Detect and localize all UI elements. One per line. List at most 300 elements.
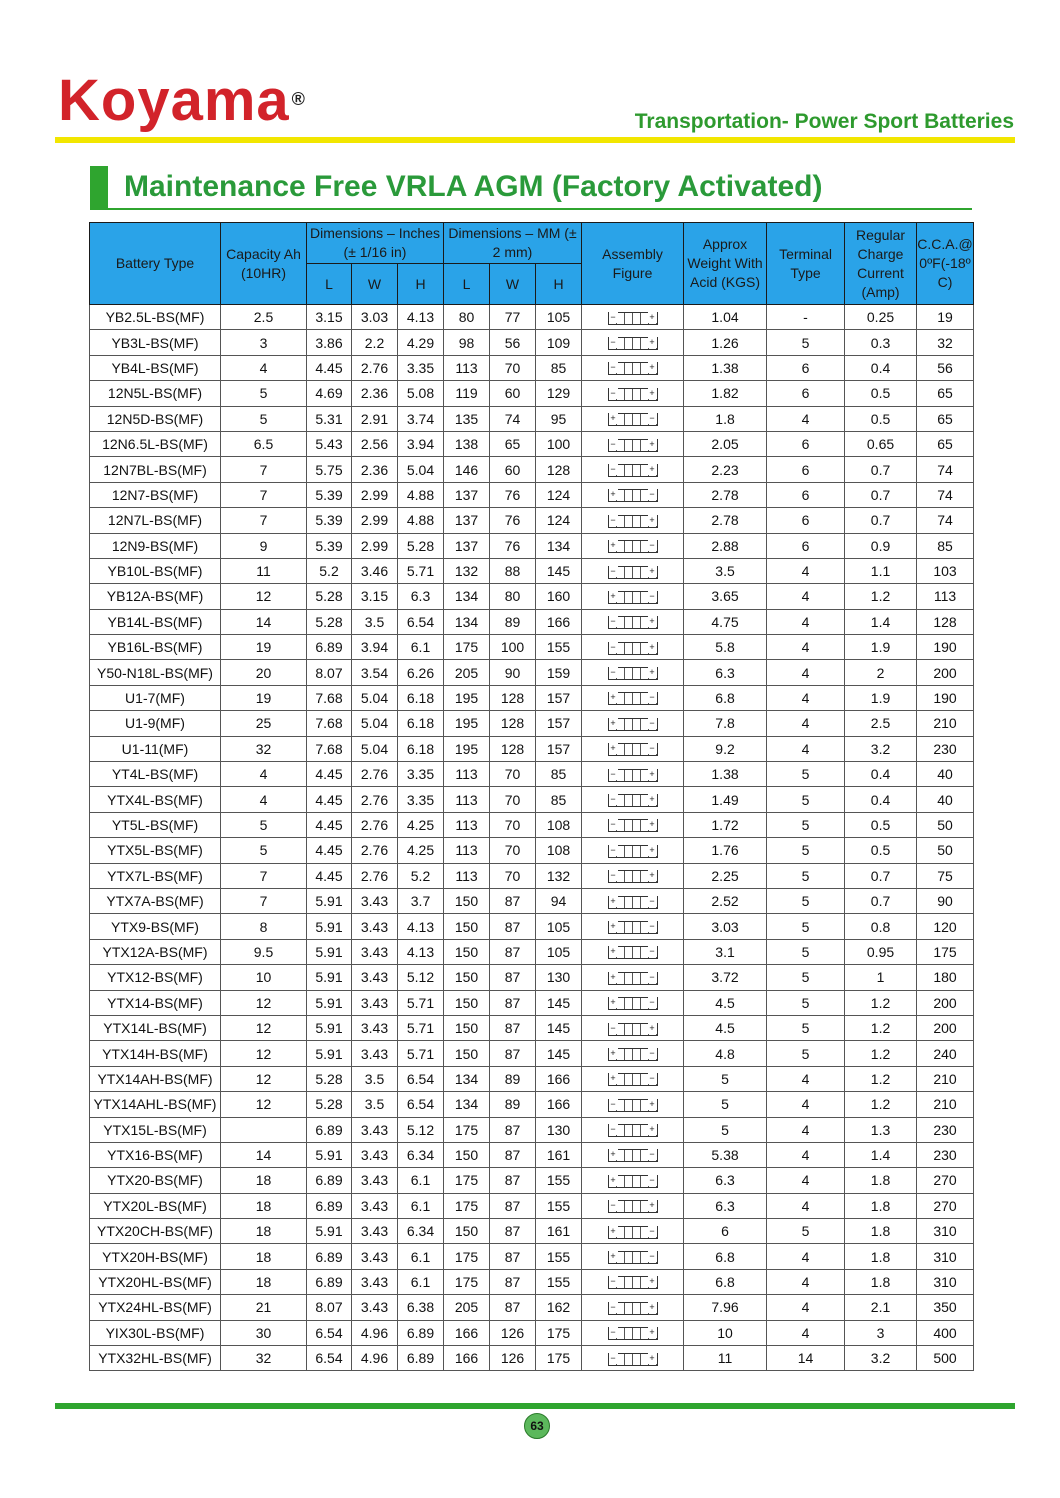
- cell-assembly-figure: [582, 787, 684, 812]
- cell-height-in: 6.38: [398, 1295, 444, 1320]
- cell-height-in: 5.2: [398, 863, 444, 888]
- cell-cca: 350: [917, 1295, 974, 1320]
- cell-width-in: 3.43: [352, 888, 398, 913]
- cell-battery-type: YB4L-BS(MF): [90, 355, 221, 380]
- cell-length-in: 5.91: [307, 1015, 352, 1040]
- cell-cca: 270: [917, 1168, 974, 1193]
- terminal-right-icon: −: [649, 920, 655, 931]
- terminal-right-icon: −: [649, 489, 655, 500]
- cell-height-mm: 175: [536, 1346, 582, 1371]
- cell-length-in: 4.45: [307, 762, 352, 787]
- cell-weight: 6.3: [684, 1193, 767, 1218]
- cell-capacity: 4: [221, 762, 307, 787]
- cell-height-in: 6.1: [398, 1269, 444, 1294]
- cell-height-in: 5.12: [398, 965, 444, 990]
- cell-length-mm: 175: [444, 1244, 490, 1269]
- terminal-left-icon: −: [610, 1022, 616, 1033]
- cell-length-in: 5.91: [307, 990, 352, 1015]
- terminal-right-icon: +: [649, 1200, 655, 1211]
- cell-length-in: 5.28: [307, 609, 352, 634]
- terminal-left-icon: +: [610, 413, 616, 424]
- cell-cca: 190: [917, 685, 974, 710]
- terminal-left-icon: +: [610, 692, 616, 703]
- cell-length-in: 6.54: [307, 1346, 352, 1371]
- terminal-left-icon: +: [610, 946, 616, 957]
- cell-weight: 2.78: [684, 482, 767, 507]
- header-cca: C.C.A.@ 0ºF(-18º C): [917, 223, 974, 305]
- cell-length-in: 6.54: [307, 1320, 352, 1345]
- cell-assembly-figure: [582, 1269, 684, 1294]
- cell-cca: 270: [917, 1193, 974, 1218]
- terminal-layout-icon: [608, 667, 658, 680]
- cell-width-in: 2.76: [352, 355, 398, 380]
- cell-width-mm: 87: [490, 1117, 536, 1142]
- cell-width-in: 5.04: [352, 685, 398, 710]
- cell-terminal-type: -: [767, 305, 845, 330]
- cell-cca: 50: [917, 838, 974, 863]
- cell-assembly-figure: [582, 1066, 684, 1091]
- terminal-right-icon: +: [649, 463, 655, 474]
- table-row: [90, 406, 974, 431]
- cell-assembly-figure: [582, 1193, 684, 1218]
- cell-weight: 1.38: [684, 762, 767, 787]
- cell-height-mm: 130: [536, 1117, 582, 1142]
- cell-weight: 2.25: [684, 863, 767, 888]
- cell-height-mm: 130: [536, 965, 582, 990]
- cell-length-in: 8.07: [307, 660, 352, 685]
- cell-length-in: 5.28: [307, 1066, 352, 1091]
- cell-capacity: 18: [221, 1269, 307, 1294]
- title-underline: [108, 208, 972, 210]
- cell-capacity: 12: [221, 1092, 307, 1117]
- cell-height-mm: 100: [536, 431, 582, 456]
- cell-terminal-type: 5: [767, 914, 845, 939]
- cell-capacity: 9.5: [221, 939, 307, 964]
- cell-length-mm: 137: [444, 533, 490, 558]
- terminal-left-icon: +: [610, 895, 616, 906]
- koyama-logo: [58, 68, 306, 133]
- terminal-left-icon: +: [610, 1073, 616, 1084]
- header-assembly-figure: Assembly Figure: [582, 223, 684, 305]
- cell-width-mm: 89: [490, 609, 536, 634]
- header-terminal-type: Terminal Type: [767, 223, 845, 305]
- header-mm-h: H: [536, 264, 582, 305]
- cell-battery-type: YTX14AH-BS(MF): [90, 1066, 221, 1091]
- cell-height-mm: 105: [536, 305, 582, 330]
- cell-length-mm: 175: [444, 1193, 490, 1218]
- cell-terminal-type: 4: [767, 711, 845, 736]
- cell-assembly-figure: [582, 355, 684, 380]
- cell-height-in: 4.13: [398, 939, 444, 964]
- table-row: [90, 1295, 974, 1320]
- cell-height-mm: 145: [536, 1015, 582, 1040]
- cell-width-mm: 87: [490, 1015, 536, 1040]
- cell-capacity: 3: [221, 330, 307, 355]
- cell-cca: 56: [917, 355, 974, 380]
- cell-weight: 7.96: [684, 1295, 767, 1320]
- cell-height-mm: 155: [536, 1168, 582, 1193]
- cell-height-mm: 109: [536, 330, 582, 355]
- cell-battery-type: YTX7A-BS(MF): [90, 888, 221, 913]
- cell-cca: 65: [917, 406, 974, 431]
- cell-width-in: 3.43: [352, 1015, 398, 1040]
- terminal-layout-icon: [608, 972, 658, 985]
- terminal-left-icon: +: [610, 1149, 616, 1160]
- cell-capacity: 12: [221, 584, 307, 609]
- cell-weight: 4.5: [684, 1015, 767, 1040]
- header-inch-h: H: [398, 264, 444, 305]
- terminal-right-icon: +: [649, 387, 655, 398]
- cell-battery-type: U1-7(MF): [90, 685, 221, 710]
- cell-charge-current: 1.3: [845, 1117, 917, 1142]
- cell-width-in: 3.43: [352, 1117, 398, 1142]
- header-battery-type: Battery Type: [90, 223, 221, 305]
- cell-width-mm: 70: [490, 787, 536, 812]
- terminal-right-icon: +: [649, 641, 655, 652]
- terminal-right-icon: +: [649, 616, 655, 627]
- table-row: [90, 457, 974, 482]
- cell-battery-type: YB12A-BS(MF): [90, 584, 221, 609]
- cell-capacity: 5: [221, 838, 307, 863]
- cell-charge-current: 1.2: [845, 1092, 917, 1117]
- cell-cca: 120: [917, 914, 974, 939]
- cell-charge-current: 0.7: [845, 482, 917, 507]
- terminal-left-icon: −: [610, 1301, 616, 1312]
- cell-charge-current: 1.2: [845, 1066, 917, 1091]
- cell-length-in: 5.91: [307, 1219, 352, 1244]
- cell-height-in: 6.89: [398, 1346, 444, 1371]
- page-number: 63: [524, 1413, 550, 1439]
- header-inch-w: W: [352, 264, 398, 305]
- cell-height-in: 5.71: [398, 1015, 444, 1040]
- cell-height-in: 6.26: [398, 660, 444, 685]
- cell-weight: 6.8: [684, 685, 767, 710]
- cell-width-in: 3.5: [352, 1092, 398, 1117]
- cell-capacity: [221, 1117, 307, 1142]
- cell-height-mm: 159: [536, 660, 582, 685]
- cell-assembly-figure: [582, 711, 684, 736]
- cell-assembly-figure: [582, 330, 684, 355]
- cell-length-mm: 150: [444, 965, 490, 990]
- cell-width-mm: 87: [490, 1244, 536, 1269]
- cell-capacity: 18: [221, 1168, 307, 1193]
- cell-width-in: 3.5: [352, 1066, 398, 1091]
- cell-charge-current: 0.5: [845, 406, 917, 431]
- cell-weight: 1.38: [684, 355, 767, 380]
- cell-length-in: 6.89: [307, 635, 352, 660]
- cell-width-in: 2.91: [352, 406, 398, 431]
- cell-battery-type: YTX24HL-BS(MF): [90, 1295, 221, 1320]
- terminal-layout-icon: [608, 845, 658, 858]
- title-marker: [90, 166, 108, 210]
- cell-assembly-figure: [582, 660, 684, 685]
- cell-width-in: 2.76: [352, 812, 398, 837]
- header-mm-l: L: [444, 264, 490, 305]
- terminal-layout-icon: [608, 312, 658, 325]
- cell-length-in: 5.91: [307, 888, 352, 913]
- cell-charge-current: 0.3: [845, 330, 917, 355]
- terminal-left-icon: +: [610, 1047, 616, 1058]
- cell-width-in: 3.43: [352, 1041, 398, 1066]
- cell-width-in: 2.99: [352, 533, 398, 558]
- page-subtitle: Transportation- Power Sport Batteries: [634, 110, 1014, 133]
- cell-terminal-type: 5: [767, 965, 845, 990]
- cell-height-in: 4.13: [398, 914, 444, 939]
- cell-width-mm: 76: [490, 508, 536, 533]
- cell-battery-type: YTX20HL-BS(MF): [90, 1269, 221, 1294]
- cell-cca: 74: [917, 508, 974, 533]
- cell-height-mm: 94: [536, 888, 582, 913]
- cell-height-in: 5.08: [398, 381, 444, 406]
- cell-charge-current: 0.5: [845, 812, 917, 837]
- cell-width-mm: 126: [490, 1320, 536, 1345]
- cell-charge-current: 1.2: [845, 1041, 917, 1066]
- table-row: [90, 1142, 974, 1167]
- cell-length-in: 7.68: [307, 685, 352, 710]
- cell-cca: 103: [917, 558, 974, 583]
- cell-weight: 5.8: [684, 635, 767, 660]
- terminal-left-icon: −: [610, 616, 616, 627]
- table-row: [90, 838, 974, 863]
- cell-length-mm: 195: [444, 685, 490, 710]
- terminal-layout-icon: [608, 489, 658, 502]
- cell-width-mm: 88: [490, 558, 536, 583]
- terminal-right-icon: −: [649, 692, 655, 703]
- cell-length-mm: 150: [444, 1219, 490, 1244]
- cell-charge-current: 0.7: [845, 508, 917, 533]
- cell-length-in: 5.39: [307, 533, 352, 558]
- table-row: [90, 1219, 974, 1244]
- cell-battery-type: YB10L-BS(MF): [90, 558, 221, 583]
- cell-charge-current: 0.7: [845, 863, 917, 888]
- cell-cca: 190: [917, 635, 974, 660]
- cell-length-in: 6.89: [307, 1168, 352, 1193]
- cell-cca: 74: [917, 457, 974, 482]
- terminal-right-icon: +: [649, 1301, 655, 1312]
- cell-width-in: 2.36: [352, 381, 398, 406]
- cell-cca: 74: [917, 482, 974, 507]
- cell-charge-current: 3: [845, 1320, 917, 1345]
- cell-capacity: 18: [221, 1193, 307, 1218]
- cell-weight: 3.5: [684, 558, 767, 583]
- cell-battery-type: YTX14-BS(MF): [90, 990, 221, 1015]
- terminal-layout-icon: [608, 718, 658, 731]
- cell-charge-current: 1.4: [845, 1142, 917, 1167]
- terminal-right-icon: +: [649, 844, 655, 855]
- cell-assembly-figure: [582, 431, 684, 456]
- terminal-layout-icon: [608, 1124, 658, 1137]
- cell-length-in: 5.39: [307, 508, 352, 533]
- cell-assembly-figure: [582, 1168, 684, 1193]
- cell-weight: 7.8: [684, 711, 767, 736]
- cell-height-in: 6.54: [398, 1066, 444, 1091]
- table-row: [90, 711, 974, 736]
- cell-cca: 310: [917, 1244, 974, 1269]
- cell-capacity: 14: [221, 609, 307, 634]
- terminal-left-icon: −: [610, 1098, 616, 1109]
- cell-height-mm: 161: [536, 1142, 582, 1167]
- terminal-layout-icon: [608, 1302, 658, 1315]
- cell-length-in: 5.75: [307, 457, 352, 482]
- cell-length-mm: 113: [444, 787, 490, 812]
- cell-height-mm: 134: [536, 533, 582, 558]
- cell-width-mm: 87: [490, 914, 536, 939]
- cell-length-in: 5.91: [307, 965, 352, 990]
- terminal-right-icon: +: [649, 870, 655, 881]
- cell-height-mm: 160: [536, 584, 582, 609]
- table-row: [90, 508, 974, 533]
- table-row: [90, 1041, 974, 1066]
- cell-length-in: 5.91: [307, 914, 352, 939]
- cell-cca: 230: [917, 736, 974, 761]
- cell-battery-type: Y50-N18L-BS(MF): [90, 660, 221, 685]
- cell-assembly-figure: [582, 584, 684, 609]
- cell-capacity: 5: [221, 381, 307, 406]
- cell-assembly-figure: [582, 381, 684, 406]
- table-row: [90, 381, 974, 406]
- cell-assembly-figure: [582, 305, 684, 330]
- terminal-layout-icon: [608, 692, 658, 705]
- cell-capacity: 20: [221, 660, 307, 685]
- cell-assembly-figure: [582, 1041, 684, 1066]
- terminal-left-icon: +: [610, 590, 616, 601]
- cell-width-in: 3.43: [352, 1219, 398, 1244]
- cell-cca: 210: [917, 711, 974, 736]
- cell-cca: 180: [917, 965, 974, 990]
- terminal-right-icon: +: [649, 1098, 655, 1109]
- cell-height-in: 6.54: [398, 609, 444, 634]
- cell-width-mm: 70: [490, 355, 536, 380]
- cell-terminal-type: 5: [767, 762, 845, 787]
- cell-weight: 5: [684, 1066, 767, 1091]
- cell-width-in: 4.96: [352, 1320, 398, 1345]
- cell-length-mm: 146: [444, 457, 490, 482]
- cell-capacity: 7: [221, 482, 307, 507]
- terminal-layout-icon: [608, 540, 658, 553]
- cell-cca: 113: [917, 584, 974, 609]
- cell-height-in: 5.71: [398, 1041, 444, 1066]
- cell-length-mm: 137: [444, 508, 490, 533]
- terminal-left-icon: −: [610, 1352, 616, 1363]
- cell-battery-type: YTX5L-BS(MF): [90, 838, 221, 863]
- cell-height-mm: 155: [536, 635, 582, 660]
- terminal-layout-icon: [608, 997, 658, 1010]
- cell-height-in: 6.1: [398, 1168, 444, 1193]
- cell-length-mm: 205: [444, 660, 490, 685]
- cell-width-mm: 56: [490, 330, 536, 355]
- cell-length-mm: 134: [444, 584, 490, 609]
- terminal-left-icon: +: [610, 971, 616, 982]
- terminal-layout-icon: [608, 439, 658, 452]
- table-row: [90, 1346, 974, 1371]
- terminal-left-icon: −: [610, 1276, 616, 1287]
- cell-assembly-figure: [582, 609, 684, 634]
- cell-length-in: 7.68: [307, 736, 352, 761]
- cell-length-in: 5.2: [307, 558, 352, 583]
- cell-length-in: 5.43: [307, 431, 352, 456]
- cell-battery-type: 12N7-BS(MF): [90, 482, 221, 507]
- cell-length-in: 5.28: [307, 1092, 352, 1117]
- cell-width-mm: 128: [490, 685, 536, 710]
- cell-height-in: 4.25: [398, 838, 444, 863]
- cell-length-in: 6.89: [307, 1193, 352, 1218]
- cell-charge-current: 1.9: [845, 635, 917, 660]
- cell-capacity: 12: [221, 990, 307, 1015]
- cell-weight: 1.26: [684, 330, 767, 355]
- cell-length-mm: 113: [444, 863, 490, 888]
- cell-length-mm: 113: [444, 762, 490, 787]
- cell-assembly-figure: [582, 1219, 684, 1244]
- cell-cca: 85: [917, 533, 974, 558]
- table-row: [90, 1092, 974, 1117]
- cell-cca: 210: [917, 1066, 974, 1091]
- terminal-left-icon: −: [610, 870, 616, 881]
- cell-height-mm: 155: [536, 1244, 582, 1269]
- cell-height-in: 4.13: [398, 305, 444, 330]
- cell-charge-current: 2: [845, 660, 917, 685]
- cell-height-mm: 157: [536, 736, 582, 761]
- cell-terminal-type: 5: [767, 990, 845, 1015]
- cell-assembly-figure: [582, 457, 684, 482]
- terminal-left-icon: +: [610, 1225, 616, 1236]
- cell-cca: 200: [917, 1015, 974, 1040]
- cell-charge-current: 0.8: [845, 914, 917, 939]
- terminal-right-icon: +: [649, 311, 655, 322]
- terminal-right-icon: −: [649, 1047, 655, 1058]
- cell-assembly-figure: [582, 736, 684, 761]
- cell-terminal-type: 4: [767, 609, 845, 634]
- cell-battery-type: YB16L-BS(MF): [90, 635, 221, 660]
- cell-cca: 175: [917, 939, 974, 964]
- cell-weight: 5.38: [684, 1142, 767, 1167]
- cell-weight: 3.72: [684, 965, 767, 990]
- table-row: [90, 1015, 974, 1040]
- terminal-left-icon: −: [610, 463, 616, 474]
- terminal-left-icon: +: [610, 743, 616, 754]
- cell-weight: 3.1: [684, 939, 767, 964]
- cell-terminal-type: 4: [767, 635, 845, 660]
- cell-weight: 6: [684, 1219, 767, 1244]
- cell-charge-current: 0.4: [845, 787, 917, 812]
- cell-width-in: 5.04: [352, 711, 398, 736]
- header-capacity: Capacity Ah (10HR): [221, 223, 307, 305]
- cell-length-in: 5.31: [307, 406, 352, 431]
- cell-cca: 50: [917, 812, 974, 837]
- cell-height-mm: 108: [536, 812, 582, 837]
- cell-height-in: 3.94: [398, 431, 444, 456]
- cell-width-in: 3.15: [352, 584, 398, 609]
- terminal-right-icon: −: [649, 743, 655, 754]
- cell-charge-current: 1.8: [845, 1193, 917, 1218]
- terminal-left-icon: +: [610, 540, 616, 551]
- terminal-layout-icon: [608, 743, 658, 756]
- cell-width-in: 3.43: [352, 1168, 398, 1193]
- cell-height-in: 4.88: [398, 508, 444, 533]
- table-row: [90, 1168, 974, 1193]
- cell-width-mm: 87: [490, 1142, 536, 1167]
- cell-height-in: 6.18: [398, 736, 444, 761]
- cell-length-in: 6.89: [307, 1244, 352, 1269]
- cell-width-mm: 70: [490, 762, 536, 787]
- cell-length-mm: 150: [444, 914, 490, 939]
- cell-charge-current: 1.2: [845, 990, 917, 1015]
- table-row: [90, 812, 974, 837]
- terminal-layout-icon: [608, 896, 658, 909]
- cell-height-in: 5.12: [398, 1117, 444, 1142]
- cell-battery-type: YTX14AHL-BS(MF): [90, 1092, 221, 1117]
- cell-assembly-figure: [582, 1117, 684, 1142]
- terminal-right-icon: −: [649, 895, 655, 906]
